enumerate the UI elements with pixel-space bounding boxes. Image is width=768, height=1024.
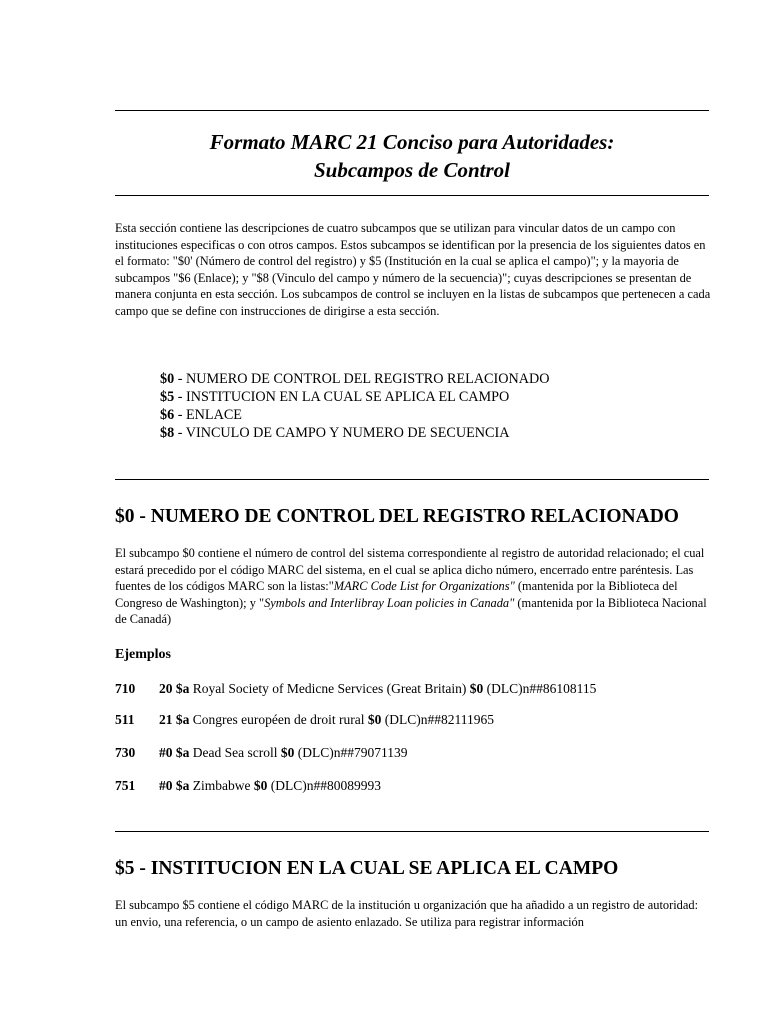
para-italic-source: MARC Code List for Organizations" <box>333 579 515 593</box>
list-item <box>160 424 549 442</box>
examples-heading: Ejemplos <box>115 647 171 662</box>
list-item <box>160 406 549 424</box>
example-control: (DLC)n##80089993 <box>267 778 381 793</box>
subfield-code: $5 <box>160 389 175 405</box>
example-tag: 730 <box>115 745 136 760</box>
example-subfield: $0 <box>367 712 382 727</box>
example-indicators: #0 $a <box>159 778 190 793</box>
subfield-text: - NUMERO DE CONTROL DEL REGISTRO RELACIONADO <box>174 371 550 387</box>
example-indicators: #0 $a <box>159 745 190 760</box>
section-5-heading: $5 - INSTITUCION EN LA CUAL SE APLICA EL CAMPO <box>115 858 619 879</box>
example-control: (DLC)n##86108115 <box>483 681 597 696</box>
example-row <box>115 680 596 698</box>
para-italic-source: Symbols and Interlibray Loan policies in Canada" <box>264 595 515 610</box>
example-indicators: 21 $a <box>159 712 190 727</box>
example-row <box>115 777 381 795</box>
list-item <box>160 370 549 388</box>
example-subfield: $0 <box>469 681 484 696</box>
subfield-text: - INSTITUCION EN LA CUAL SE APLICA EL CAMPO <box>174 389 510 405</box>
example-indicators: 20 $a <box>159 681 190 696</box>
subfield-code: $6 <box>160 407 175 423</box>
example-subfield: $0 <box>253 778 268 793</box>
title-line-2: Subcampos de Control <box>313 158 511 182</box>
para-text: (mantenida por la Biblioteca del Congreso de Washington); y " <box>115 579 678 610</box>
example-control: (DLC)n##79071139 <box>294 745 408 760</box>
example-row <box>115 744 407 762</box>
subfield-text: - VINCULO DE CAMPO Y NUMERO DE SECUENCIA <box>174 425 510 441</box>
subfield-code: $0 <box>160 371 175 387</box>
section-rule <box>115 479 709 480</box>
example-subfield: $0 <box>280 745 295 760</box>
title-bottom-rule <box>115 195 709 196</box>
example-tag: 710 <box>115 681 136 696</box>
section-rule <box>115 831 709 832</box>
page-title <box>115 128 709 184</box>
section-0-heading: $0 - NUMERO DE CONTROL DEL REGISTRO RELACIONADO <box>115 506 679 527</box>
para-text: (mantenida por la Biblioteca Nacional de Canadá) <box>115 595 707 626</box>
section-5-paragraph: El subcampo $5 contiene el código MARC de la institución u organización que ha añadido a un registro de autoridad: un envio, una referencia, o un campo de asiento enlazado. Se utiliza para registrar información <box>115 898 699 929</box>
example-row <box>115 711 494 729</box>
example-text: Royal Society of Medicne Services (Great Britain) <box>189 681 470 696</box>
section-0-paragraph <box>115 545 713 628</box>
subfield-code: $8 <box>160 425 175 441</box>
para-text: El subcampo $0 contiene el número de control del sistema correspondiente al registro de autoridad relacionado; el cual estará precedido por el código MARC del sistema, en el cual se aplica dicho número, encerrado entre paréntesis. Las fuentes de los códigos MARC son la listas:" <box>115 546 705 593</box>
example-tag: 511 <box>115 712 135 727</box>
subfield-text: - ENLACE <box>174 407 242 423</box>
example-text: Dead Sea scroll <box>189 745 281 760</box>
example-text: Zimbabwe <box>189 778 254 793</box>
title-line-1: Formato MARC 21 Conciso para Autoridades: <box>209 130 615 154</box>
example-control: (DLC)n##82111965 <box>381 712 494 727</box>
list-item <box>160 388 549 406</box>
subfield-list <box>160 370 549 442</box>
top-rule <box>115 110 709 111</box>
example-tag: 751 <box>115 778 136 793</box>
example-text: Congres européen de droit rural <box>189 712 368 727</box>
intro-paragraph: Esta sección contiene las descripciones de cuatro subcampos que se utilizan para vincular datos de un campo con instituciones especificas o con otros campos. Estos subcampos se identifican por la presencia de los siguientes datos en el formato: "$0' (Número de control del registro) y $5 (Institución en la cual se aplica el campo)"; y la mayoria de subcampos "$6 (Enlace); y "$8 (Vinculo del campo y número de la secuencia)"; cuyas descripciones se presentan de manera conjunta en esta sección. Los subcampos de control se incluyen en la listas de subcampos que pertenecen a cada campo que se define con instrucciones de dirigirse a esta sección. <box>115 221 711 318</box>
